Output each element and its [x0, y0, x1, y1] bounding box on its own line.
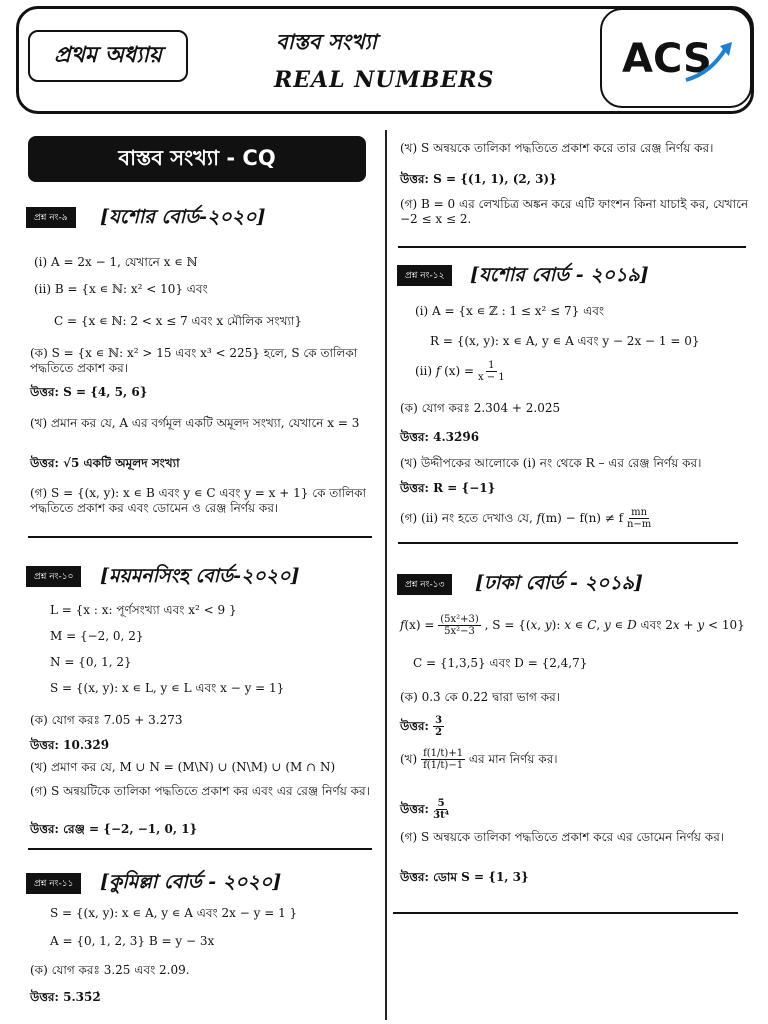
fraction-numerator: mn [631, 507, 648, 518]
q9-part-kha: (খ) প্রমান কর যে, A এর বর্গমূল একটি অমূলদ সংখ্যা, যেখানে x = 3 [30, 416, 360, 430]
q13-answer-kha [400, 798, 449, 821]
question-tag-13: প্রশ্ন নং-১৩ [397, 574, 452, 595]
fraction-denominator: 3t⁴ [433, 810, 450, 821]
q12-answer-kha: উত্তর: R = {−1} [400, 481, 496, 495]
q10-stem-1: L = {x : x: পূর্ণসংখ্যা এবং x² < 9 } [50, 603, 237, 617]
fraction [421, 748, 465, 771]
title-english: REAL NUMBERS [274, 67, 495, 93]
fraction [433, 798, 449, 821]
question-tag-10: প্রশ্ন নং-১০ [26, 566, 81, 587]
q11-stem-1: S = {(x, y): x ∊ A, y ∊ A এবং 2x − y = 1 } [50, 906, 298, 920]
board-label-11: [কুমিল্লা বোর্ড - ২০২০] [100, 871, 282, 893]
q12-part-ka: (ক) যোগ করঃ 2.30̇4̇ + 2.02̇5̇ [400, 401, 561, 415]
section-rule [393, 912, 738, 914]
q10-stem-2: M = {−2, 0, 2} [50, 629, 144, 643]
q9-right-answer-kha: উত্তর: S = {(1, 1), (2, 3)} [400, 172, 557, 186]
q9-answer-kha: উত্তর: √5 একটি অমূলদ সংখ্যা [30, 456, 180, 470]
q12-stem-3 [415, 360, 505, 383]
q11-stem-2: A = {0, 1, 2, 3} B = y − 3x [50, 934, 215, 948]
q13-part-kha-label: (খ) [400, 752, 418, 766]
board-label-10: [ময়মনসিংহ বোর্ড-২০২০] [100, 565, 300, 587]
fraction [478, 360, 505, 383]
section-rule [28, 848, 372, 850]
section-rule [28, 536, 372, 538]
q13-part-ka: (ক) 0.3̇ কে 0.22̇ দ্বারা ভাগ কর। [400, 690, 560, 704]
chapter-label: প্রথম অধ্যায় [28, 30, 188, 82]
question-tag-11: প্রশ্ন নং-১১ [26, 873, 81, 894]
q9-right-part-ga: (গ) B = 0 এর লেখচিত্র অঙ্কন করে এটি ফাংশন কিনা যাচাই কর, যেখানে −2 ≤ x ≤ 2. [400, 197, 749, 226]
fraction-denominator: x − 1 [477, 372, 505, 383]
board-label-13: [ঢাকা বোর্ড - ২০১৯] [475, 572, 643, 594]
q10-answer-ka: উত্তর: 10.32̇9̇ [30, 738, 110, 752]
q13-part-ga: (গ) S অন্বয়কে তালিকা পদ্ধতিতে প্রকাশ করে এর ডোমেন নির্ণয় কর। [400, 830, 725, 844]
q9-right-part-kha: (খ) S অন্বয়কে তালিকা পদ্ধতিতে প্রকাশ করে তার রেঞ্জ নির্ণয় কর। [400, 141, 714, 155]
section-rule [398, 542, 738, 544]
q13-part-kha [400, 748, 558, 771]
q12-part-ga-text: (গ) (ii) নং হতে দেখাও যে, 𝑓(m) − f(n) ≠ f [400, 511, 624, 525]
q9-stem-1: (i) A = 2x − 1, যেখানে x ∊ ℕ [34, 255, 198, 269]
q11-answer-ka: উত্তর: 5.35̇2̇ [30, 990, 101, 1004]
q13-answer-ka [400, 715, 444, 738]
fraction-denominator: 5x²−3 [444, 626, 475, 637]
q13-stem-2: C = {1,3,5} এবং D = {2,4,7} [413, 656, 588, 670]
fraction [433, 715, 444, 738]
q13-stem-1-prefix: 𝑓(x) = [400, 618, 439, 632]
fraction-denominator: n−m [626, 519, 652, 530]
q10-part-kha: (খ) প্রমাণ কর যে, M ∪ N = (M\N) ∪ (N\M) ∪ (M ∩ N) [30, 760, 336, 774]
section-banner: বাস্তব সংখ্যা - CQ [28, 136, 366, 182]
section-rule [398, 246, 746, 248]
q13-answer-ga: উত্তর: ডোম S = {1, 3} [400, 870, 529, 884]
q12-stem-3-prefix: (ii) 𝑓 (x) = [415, 364, 478, 378]
fraction-numerator: (5x²+3) [440, 614, 479, 625]
fraction-numerator: 5 [437, 798, 445, 809]
q12-part-kha: (খ) উদ্দীপকের আলোকে (i) নং থেকে R – এর রেঞ্জ নির্ণয় কর। [400, 456, 702, 470]
fraction-numerator: f(1/t)+1 [423, 748, 464, 759]
q9-part-ka: (ক) S = {x ∊ ℕ: x² > 15 এবং x³ < 225} হলে, S কে তালিকা পদ্ধতিতে প্রকাশ কর। [30, 346, 358, 375]
q12-answer-ka: উত্তর: 4.32̇9̇6̇ [400, 430, 480, 444]
column-divider [385, 130, 387, 1020]
q13-part-kha-text: এর মান নির্ণয় কর। [468, 752, 558, 766]
title-bengali: বাস্তব সংখ্যা [276, 29, 377, 54]
question-tag-9: প্রশ্ন নং-৯ [26, 207, 76, 228]
q12-stem-1: (i) A = {x ∊ ℤ : 1 ≤ x² ≤ 7} এবং [415, 304, 605, 318]
acs-logo-icon [616, 28, 736, 88]
q10-stem-3: N = {0, 1, 2} [50, 655, 132, 669]
logo-text: ACS [622, 36, 712, 82]
q13-stem-1 [400, 614, 745, 637]
q10-part-ka: (ক) যোগ করঃ 7.0̇5̇ + 3.2̇73̇ [30, 713, 183, 727]
q10-answer-ga: উত্তর: রেঞ্জ = {−2, −1, 0, 1} [30, 822, 198, 836]
question-tag-12: প্রশ্ন নং-১২ [397, 265, 452, 286]
q12-part-ga [400, 507, 651, 530]
q9-stem-2: (ii) B = {x ∊ ℕ: x² < 10} এবং [34, 282, 208, 296]
q10-part-ga: (গ) S অন্বয়টিকে তালিকা পদ্ধতিতে প্রকাশ কর এবং এর রেঞ্জ নির্ণয় কর। [30, 784, 370, 798]
q9-stem-3: C = {x ∊ ℕ: 2 < x ≤ 7 এবং x মৌলিক সংখ্যা} [54, 314, 303, 328]
fraction-numerator: 3 [435, 715, 443, 726]
fraction-denominator: f(1/t)−1 [423, 760, 464, 771]
q9-part-ga: (গ) S = {(x, y): x ∊ B এবং y ∊ C এবং y = x + 1} কে তালিকা পদ্ধতিতে প্রকাশ কর এবং ডোমেন ও রেঞ্জ নির্ণয় কর। [30, 486, 367, 515]
board-label-9: [যশোর বোর্ড-২০২০] [100, 206, 266, 228]
answer-label: উত্তর: [400, 802, 429, 816]
q12-stem-2: R = {(x, y): x ∊ A, y ∊ A এবং y − 2x − 1 = 0} [430, 334, 700, 348]
q13-stem-1-suffix: , S = {(𝑥, 𝑦): 𝑥 ∊ 𝐶, 𝑦 ∊ 𝐷 এবং 2𝑥 + 𝑦 < 10} [484, 618, 745, 632]
fraction [438, 614, 481, 637]
fraction [627, 507, 651, 530]
board-label-12: [যশোর বোর্ড - ২০১৯] [470, 264, 649, 286]
q11-part-ka: (ক) যোগ করঃ 3.2̇5̇ এবং 2.0̇9̇. [30, 963, 190, 977]
logo [600, 8, 752, 108]
answer-label: উত্তর: [400, 719, 429, 733]
fraction-denominator: 2 [435, 727, 443, 738]
fraction-numerator: 1 [488, 360, 495, 371]
q10-stem-4: S = {(x, y): x ∊ L, y ∊ L এবং x − y = 1} [50, 681, 285, 695]
q9-answer-ka: উত্তর: S = {4, 5, 6} [30, 385, 148, 399]
